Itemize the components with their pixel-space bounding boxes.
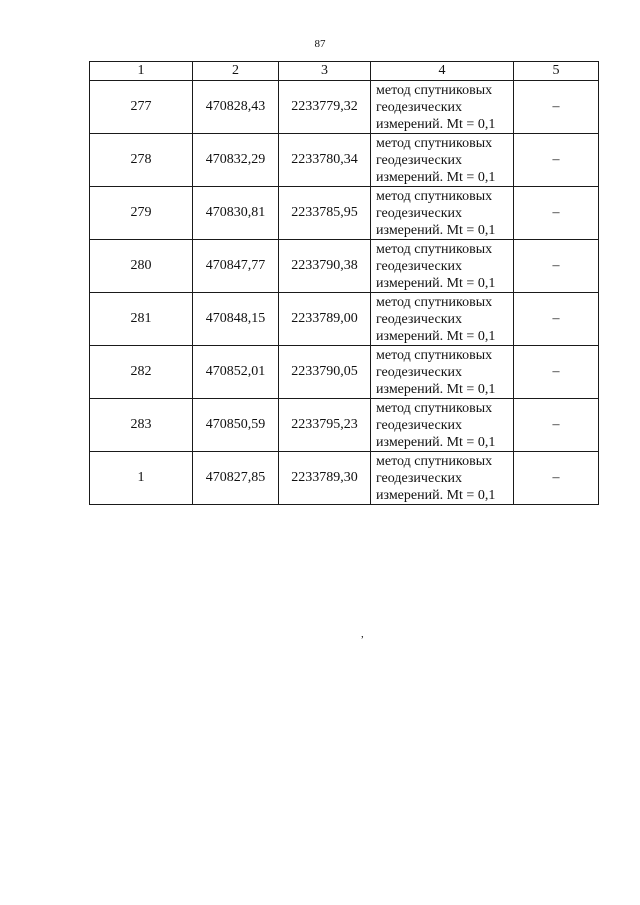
note-cell: – [514,134,599,187]
method-line-1: метод спутниковых [376,347,493,363]
x-coordinate-cell: 470847,77 [193,240,279,293]
method-line-2: геодезических [376,152,463,168]
stray-mark: , [361,628,364,640]
x-coordinate-cell: 470848,15 [193,293,279,346]
column-header-1: 1 [90,62,193,81]
column-header-5: 5 [514,62,599,81]
method-line-1: метод спутниковых [376,294,493,310]
x-coordinate-cell: 470832,29 [193,134,279,187]
point-number-cell: 1 [90,452,193,505]
y-coordinate-cell: 2233790,38 [279,240,371,293]
method-line-3: измерений. Mt = 0,1 [376,487,496,503]
y-coordinate-cell: 2233785,95 [279,187,371,240]
table-row [90,452,599,505]
note-cell: – [514,240,599,293]
point-number-cell: 283 [90,399,193,452]
note-cell: – [514,293,599,346]
point-number-cell: 281 [90,293,193,346]
y-coordinate-cell: 2233779,32 [279,81,371,134]
y-coordinate-cell: 2233789,00 [279,293,371,346]
y-coordinate-cell: 2233795,23 [279,399,371,452]
method-line-2: геодезических [376,258,463,274]
x-coordinate-cell: 470828,43 [193,81,279,134]
method-line-1: метод спутниковых [376,82,493,98]
method-line-1: метод спутниковых [376,241,493,257]
note-cell: – [514,187,599,240]
method-line-2: геодезических [376,99,463,115]
point-number-cell: 279 [90,187,193,240]
table-row [90,293,599,346]
method-line-3: измерений. Mt = 0,1 [376,116,496,132]
table-row [90,134,599,187]
x-coordinate-cell: 470827,85 [193,452,279,505]
method-cell [371,81,514,134]
note-cell: – [514,452,599,505]
column-header-3: 3 [279,62,371,81]
method-cell [371,452,514,505]
point-number-cell: 280 [90,240,193,293]
method-line-3: измерений. Mt = 0,1 [376,328,496,344]
column-header-2: 2 [193,62,279,81]
method-cell [371,399,514,452]
point-number-cell: 278 [90,134,193,187]
method-line-2: геодезических [376,470,463,486]
y-coordinate-cell: 2233780,34 [279,134,371,187]
method-line-1: метод спутниковых [376,400,493,416]
method-line-1: метод спутниковых [376,453,493,469]
method-line-3: измерений. Mt = 0,1 [376,222,496,238]
table-row [90,187,599,240]
table-row [90,399,599,452]
table-row [90,240,599,293]
method-cell [371,134,514,187]
x-coordinate-cell: 470850,59 [193,399,279,452]
x-coordinate-cell: 470830,81 [193,187,279,240]
method-line-3: измерений. Mt = 0,1 [376,275,496,291]
y-coordinate-cell: 2233789,30 [279,452,371,505]
method-line-3: измерений. Mt = 0,1 [376,381,496,397]
method-line-1: метод спутниковых [376,135,493,151]
method-cell [371,240,514,293]
note-cell: – [514,346,599,399]
method-line-2: геодезических [376,311,463,327]
page-number: 87 [314,38,326,50]
column-header-4: 4 [371,62,514,81]
method-cell [371,293,514,346]
point-number-cell: 277 [90,81,193,134]
table-row [90,346,599,399]
method-line-2: геодезических [376,417,463,433]
note-cell: – [514,81,599,134]
method-line-2: геодезических [376,364,463,380]
point-number-cell: 282 [90,346,193,399]
x-coordinate-cell: 470852,01 [193,346,279,399]
coordinates-table [89,61,599,505]
method-line-2: геодезических [376,205,463,221]
method-line-3: измерений. Mt = 0,1 [376,169,496,185]
method-cell [371,187,514,240]
note-cell: – [514,399,599,452]
method-line-1: метод спутниковых [376,188,493,204]
table-row [90,81,599,134]
method-line-3: измерений. Mt = 0,1 [376,434,496,450]
table-header-row [90,62,599,81]
y-coordinate-cell: 2233790,05 [279,346,371,399]
method-cell [371,346,514,399]
